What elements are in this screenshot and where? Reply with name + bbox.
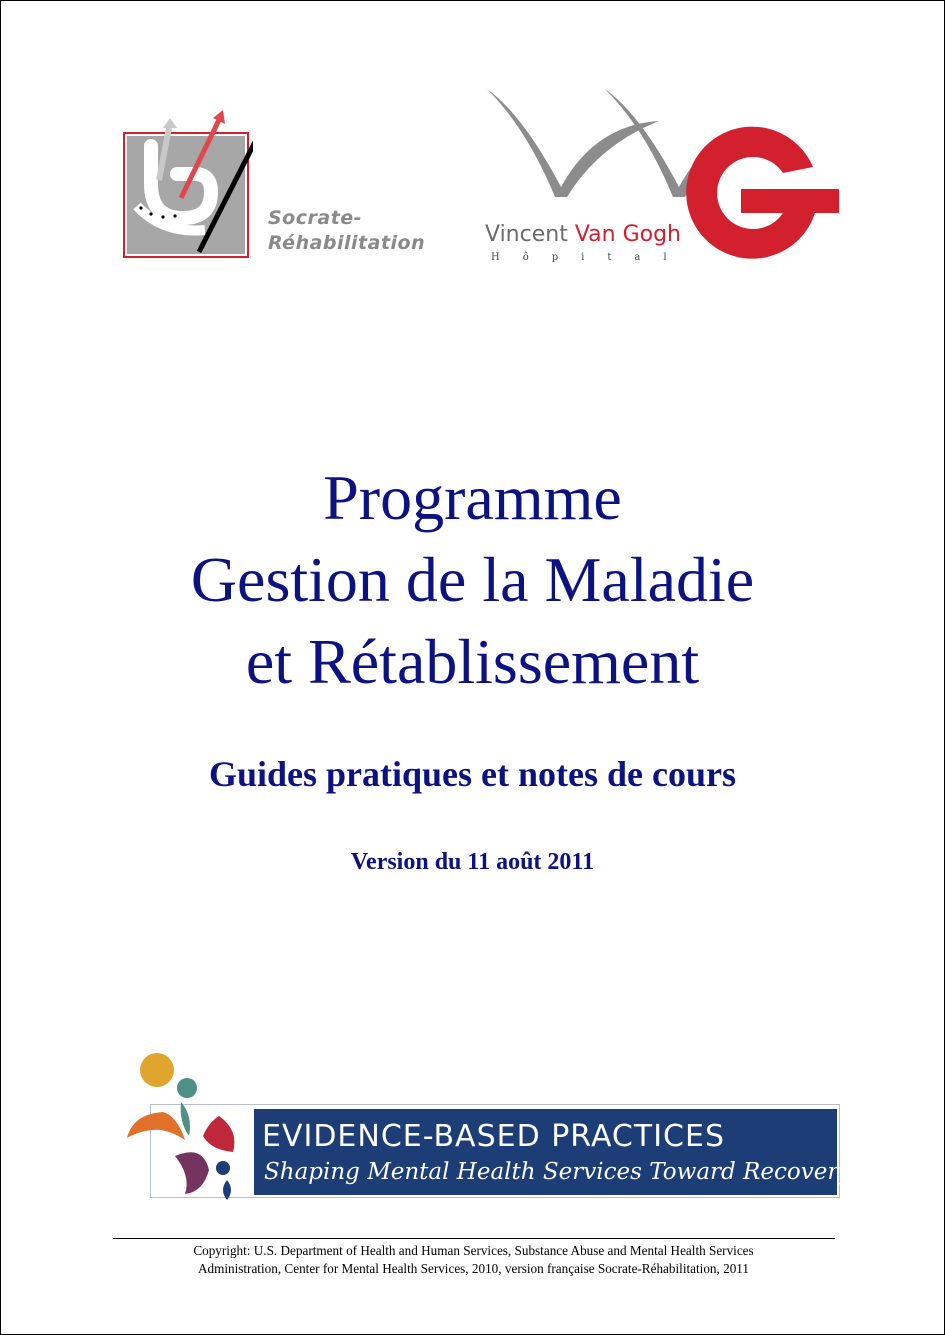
title-line-1: Programme: [323, 462, 622, 533]
vvg-wordmark: [485, 222, 681, 247]
footer-divider: [113, 1238, 835, 1239]
socrate-line1: Socrate-: [268, 207, 363, 229]
title-line-3: et Rétablissement: [245, 626, 700, 697]
version-date: Version du 11 août 2011: [350, 849, 595, 875]
title-line-2: Gestion de la Maladie: [190, 544, 755, 615]
vvg-name-first: Vincent: [485, 222, 568, 247]
ebp-banner-title: EVIDENCE-BASED PRACTICES: [262, 1119, 725, 1154]
ebp-banner: [254, 1109, 852, 1195]
vvg-name-last: Van Gogh: [574, 222, 682, 247]
socrate-rehabilitation-logo: [123, 106, 433, 266]
ebp-banner-tagline: Shaping Mental Health Services Toward Recovery: [264, 1159, 852, 1185]
copyright-line-1: Copyright: U.S. Department of Health and Human Services, Substance Abuse and Mental Health Services: [193, 1243, 754, 1258]
socrate-wordmark: [268, 206, 425, 256]
copyright-line-2: Administration, Center for Mental Health Services, 2010, version française Socrate-Réhabilitation, 2011: [197, 1261, 750, 1276]
vincent-van-gogh-logo: [483, 85, 843, 270]
vvg-subtitle: Hôpital: [491, 252, 690, 263]
document-subtitle: Guides pratiques et notes de cours: [208, 754, 736, 794]
document-title: [1, 457, 944, 703]
socrate-line2: Réhabilitation: [268, 232, 426, 254]
socrate-emblem-icon: [123, 106, 253, 261]
copyright-footer: [101, 1242, 846, 1278]
